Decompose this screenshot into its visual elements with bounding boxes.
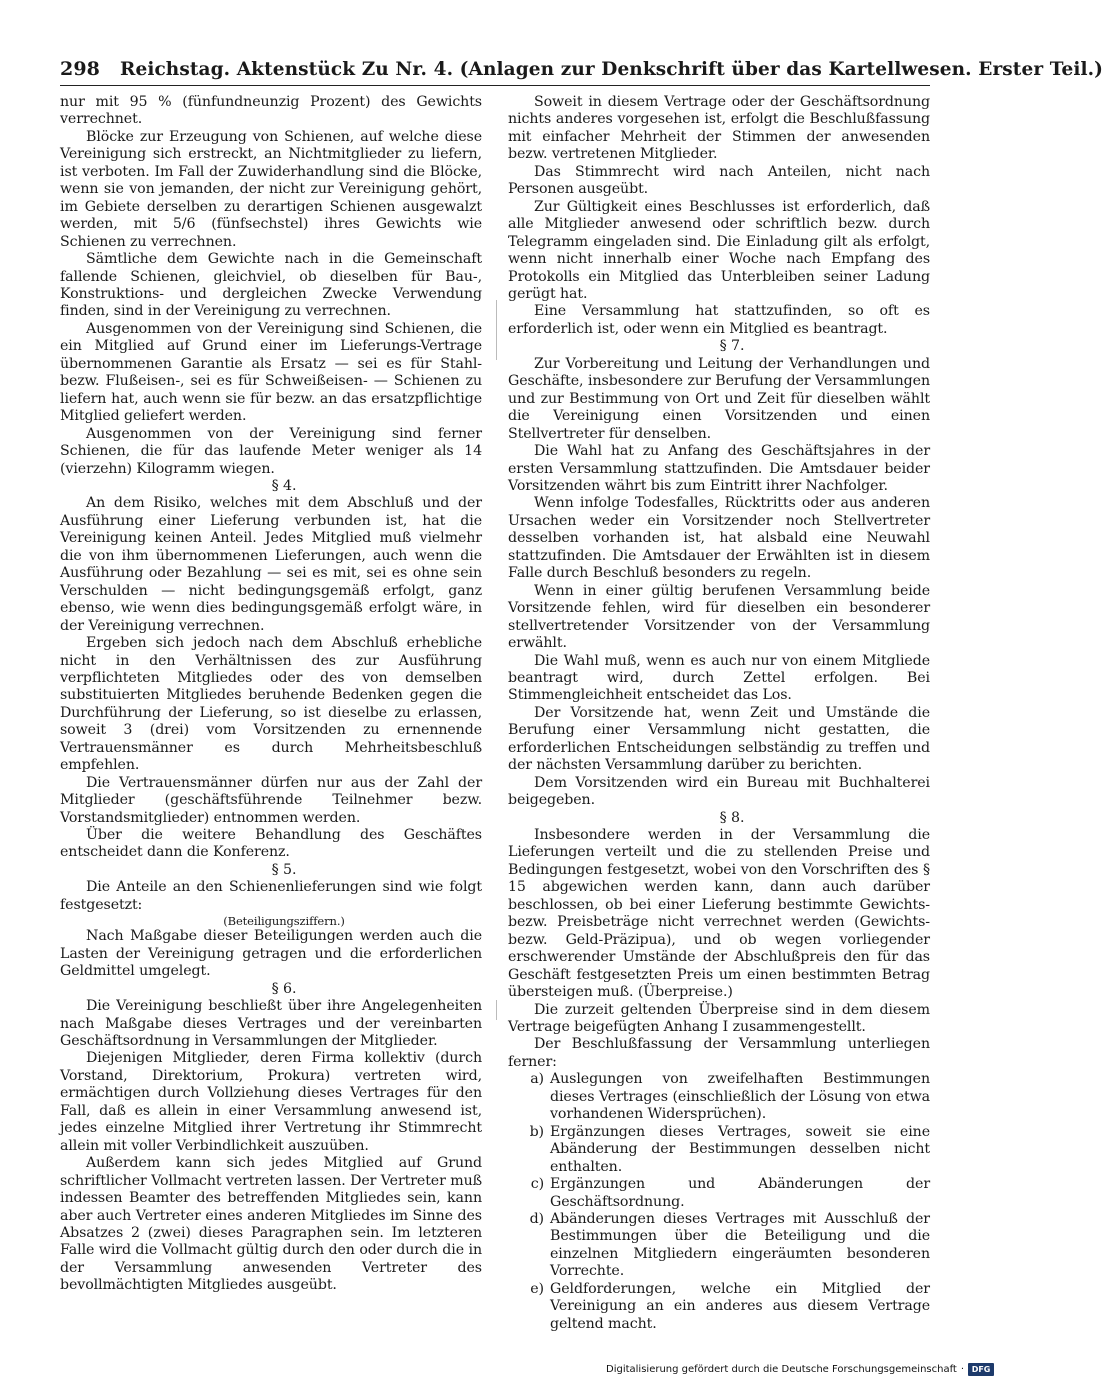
list-item-label: d) xyxy=(529,1211,544,1227)
list-item-label: e) xyxy=(530,1280,544,1297)
list-item-label: b) xyxy=(529,1123,544,1140)
paragraph: Zur Vorbereitung und Leitung der Verhandlungen und Geschäfte, insbesondere zur Berufung der Versammlungen und zur Bestimmung von Ort und Zeit für dieselben wählt die Vereinigung einen Vorsitzenden und einen Stellvertreter für denselben. xyxy=(508,355,930,442)
paragraph: Die Wahl hat zu Anfang des Geschäftsjahres in der ersten Versammlung stattzufinden. Die Amtsdauer beider Vorsitzenden währt bis zum Eintritt ihrer Nachfolger. xyxy=(508,443,930,494)
paragraph: Zur Gültigkeit eines Beschlusses ist erforderlich, daß alle Mitglieder anwesend oder schriftlich bezw. durch Telegramm eingeladen sind. Die Einladung gilt als erfolgt, wenn nicht innerhalb einer Woche nach Empfang des Protokolls ein Mitglied das Unterbleiben seiner Ladung gerügt hat. xyxy=(508,198,930,302)
paragraph: Der Vorsitzende hat, wenn Zeit und Umstände die Berufung einer Versammlung nicht gestatten, die erforderlichen Entscheidungen selbständig zu treffen und der nächsten Versammlung darüber zu berichten. xyxy=(508,704,930,774)
paragraph: Außerdem kann sich jedes Mitglied auf Grund schriftlicher Vollmacht vertreten lassen. Der Vertreter muß indessen Beamter des betreffenden Mitgliedes sein, kann aber auch Vertreter eines anderen Mitgliedes im Sinne des Absatzes 2 (zwei) dieses Paragraphen sein. Im letzteren Falle wird die Vollmacht gültig durch den oder durch die in der Versammlung anwesenden Vertreter des bevollmächtigten Mitgliedes ausgeübt. xyxy=(60,1155,482,1294)
list-item-text: Ergänzungen dieses Vertrages, soweit sie eine Abänderung der Bestimmungen desselben nicht enthalten. xyxy=(550,1123,930,1175)
paragraph: Ausgenommen von der Vereinigung sind Schienen, die ein Mitglied auf Grund einer im Lieferungs-Vertrage übernommenen Garantie als Ersatz — sei es für Stahl- bezw. Flußeisen-, sei es für Schweißeisen- — Schienen zu liefern hat, auch wenn sie für bezw. an das ersatzpflichtige Mitglied geliefert werden. xyxy=(60,320,482,425)
dfg-logo: DFG xyxy=(968,1363,994,1376)
paragraph: Eine Versammlung hat stattzufinden, so oft es erforderlich ist, oder wenn ein Mitglied es beantragt. xyxy=(508,303,930,337)
list-item-text: Auslegungen von zweifelhaften Bestimmungen dieses Vertrages (einschließlich der Lösung von etwa vorhandenen Widersprüchen). xyxy=(550,1071,930,1123)
paragraph: Ausgenommen von der Vereinigung sind ferner Schienen, die für das laufende Meter weniger als 14 (vierzehn) Kilogramm wiegen. xyxy=(60,425,482,477)
section-heading: § 6. xyxy=(271,980,297,997)
document-page xyxy=(60,58,1103,1333)
paragraph: Über die weitere Behandlung des Geschäftes entscheidet dann die Konferenz. xyxy=(60,827,482,861)
list-item-text: Abänderungen dieses Vertrages mit Ausschluß der Bestimmungen über die Beteiligung und die einzelnen Mitgliedern eingeräumten besonderen Vorrechte. xyxy=(550,1211,930,1280)
paragraph: Soweit in diesem Vertrage oder der Geschäftsordnung nichts anderes vorgesehen ist, erfolgt die Beschlußfassung mit einfacher Mehrheit der Stimmen der anwesenden bezw. vertretenen Mitglieder. xyxy=(508,94,930,163)
paragraph: Nach Maßgabe dieser Beteiligungen werden auch die Lasten der Vereinigung getragen und die erforderlichen Geldmittel umgelegt. xyxy=(60,928,482,980)
list-item xyxy=(508,1281,930,1333)
paragraph: Sämtliche dem Gewichte nach in die Gemeinschaft fallende Schienen, gleichviel, ob dieselben für Bau-, Konstruktions- und dergleichen Zwecke Verwendung finden, sind in der Vereinigung zu verrechnen. xyxy=(60,251,482,320)
paragraph: Blöcke zur Erzeugung von Schienen, auf welche diese Vereinigung sich erstreckt, an Nichtmitglieder zu liefern, ist verboten. Im Fall der Zuwiderhandlung sind die Blöcke, wenn sie von jemanden, der nicht zur Vereinigung gehört, im Gebiete derselben zu derartigen Schienen ausgewalzt werden, mit 5/6 (fünfsechstel) ihres Gewichts wie Schienen zu verrechnen. xyxy=(60,128,482,250)
list-item-label: c) xyxy=(530,1176,544,1193)
section-heading: § 7. xyxy=(719,338,745,355)
footer-credit: Digitalisierung gefördert durch die Deutsche Forschungsgemeinschaft · DFG xyxy=(606,1363,994,1376)
section-heading: § 5. xyxy=(271,861,297,878)
paragraph: Wenn in einer gültig berufenen Versammlung beide Vorsitzende fehlen, wird für dieselben ein besonderer stellvertretender Vorsitzender von der Versammlung erwählt. xyxy=(508,582,930,652)
list-item xyxy=(508,1211,930,1281)
column-divider xyxy=(496,300,497,360)
list-item-label: a) xyxy=(530,1071,544,1088)
paragraph: nur mit 95 % (fünfundneunzig Prozent) des Gewichts verrechnet. xyxy=(60,94,482,128)
paragraph: Die zurzeit geltenden Überpreise sind in dem diesem Vertrage beigefügten Anhang I zusammengestellt. xyxy=(508,1001,930,1036)
table-caption: (Beteiligungsziffern.) xyxy=(223,914,345,929)
page-header xyxy=(60,58,1103,86)
list-item xyxy=(508,1176,930,1211)
paragraph: Der Beschlußfassung der Versammlung unterliegen ferner: xyxy=(508,1036,930,1070)
page-number: 298 xyxy=(60,58,100,80)
text-columns xyxy=(60,94,930,1333)
paragraph: Die Vereinigung beschließt über ihre Angelegenheiten nach Maßgabe dieses Vertrages und der vereinbarten Geschäftsordnung in Versammlungen der Mitglieder. xyxy=(60,998,482,1050)
paragraph: Die Wahl muß, wenn es auch nur von einem Mitgliede beantragt wird, durch Zettel erfolgen. Bei Stimmengleichheit entscheidet das Los. xyxy=(508,652,930,704)
running-title: Reichstag. Aktenstück Zu Nr. 4. (Anlagen zur Denkschrift über das Kartellwesen. Erster Teil.) xyxy=(119,59,1103,80)
list-item-text: Geldforderungen, welche ein Mitglied der Vereinigung an ein anderes aus diesem Vertrage geltend macht. xyxy=(550,1280,930,1332)
paragraph: Ergeben sich jedoch nach dem Abschluß erhebliche nicht in den Verhältnissen des zur Ausführung verpflichteten Mitgliedes oder des von demselben substituierten Mitgliedes beruhende Bedenken gegen die Durchführung der Lieferung, so ist dieselbe zu erlassen, soweit 3 (drei) vom Vorsitzenden zu ernennende Vertrauensmänner es durch Mehrheitsbeschluß empfehlen. xyxy=(60,635,482,774)
section-heading: § 4. xyxy=(271,477,297,494)
paragraph: Die Anteile an den Schienenlieferungen sind wie folgt festgesetzt: xyxy=(60,879,482,913)
paragraph: Dem Vorsitzenden wird ein Bureau mit Buchhalterei beigegeben. xyxy=(508,774,930,809)
paragraph: An dem Risiko, welches mit dem Abschluß und der Ausführung einer Lieferung verbunden ist, hat die Vereinigung keinen Anteil. Jedes Mitglied muß vielmehr die von ihm übernommenen Lieferungen, auch wenn die Ausführung oder Bezahlung — sei es mit, sei es ohne sein Verschulden — nicht bedingungsgemäß erfolgt, ganz ebenso, wie wenn dies bedingungsgemäß erfolgt wäre, in der Vereinigung verrechnen. xyxy=(60,495,482,634)
left-column xyxy=(60,94,482,1333)
footer-text: Digitalisierung gefördert durch die Deutsche Forschungsgemeinschaft xyxy=(606,1364,957,1375)
section-heading: § 8. xyxy=(719,809,745,826)
paragraph: Wenn infolge Todesfalles, Rücktritts oder aus anderen Ursachen weder ein Vorsitzender noch Stellvertreter desselben vorhanden ist, hat alsbald eine Neuwahl stattzufinden. Die Amtsdauer der Erwählten ist in diesem Falle durch Beschluß besonders zu regeln. xyxy=(508,495,930,582)
paragraph: Die Vertrauensmänner dürfen nur aus der Zahl der Mitglieder (geschäftsführende Teilnehmer bezw. Vorstandsmitglieder) entnommen werden. xyxy=(60,774,482,826)
list-item-text: Ergänzungen und Abänderungen der Geschäftsordnung. xyxy=(550,1176,930,1210)
list-item xyxy=(508,1124,930,1176)
right-column xyxy=(508,94,930,1333)
column-divider xyxy=(496,1000,497,1020)
paragraph: Insbesondere werden in der Versammlung die Lieferungen verteilt und die zu stellenden Preise und Bedingungen festgesetzt, wobei von den Vorschriften des § 15 abgewichen werden kann, dann auch darüber beschlossen, ob bei einer Lieferung bestimmte Gewichts- bezw. Preisbeträge nicht verrechnet werden (Gewichts- bezw. Geld-Präzipua), und ob wegen vorliegender erschwerender Umstände der Abschlußpreis den für das Geschäft festgesetzten Preis um einen bestimmten Betrag übersteigen muß. (Überpreise.) xyxy=(508,827,930,1001)
paragraph: Diejenigen Mitglieder, deren Firma kollektiv (durch Vorstand, Direktorium, Prokura) vertreten wird, ermächtigen durch Vollziehung dieses Vertrages für den Fall, daß es allein in einer Versammlung anwesend ist, jedes einzelne Mitglied ihrer Vertretung ihr Stimmrecht allein mit voller Verbindlichkeit auszuüben. xyxy=(60,1050,482,1154)
paragraph: Das Stimmrecht wird nach Anteilen, nicht nach Personen ausgeübt. xyxy=(508,163,930,198)
list-item xyxy=(508,1071,930,1123)
